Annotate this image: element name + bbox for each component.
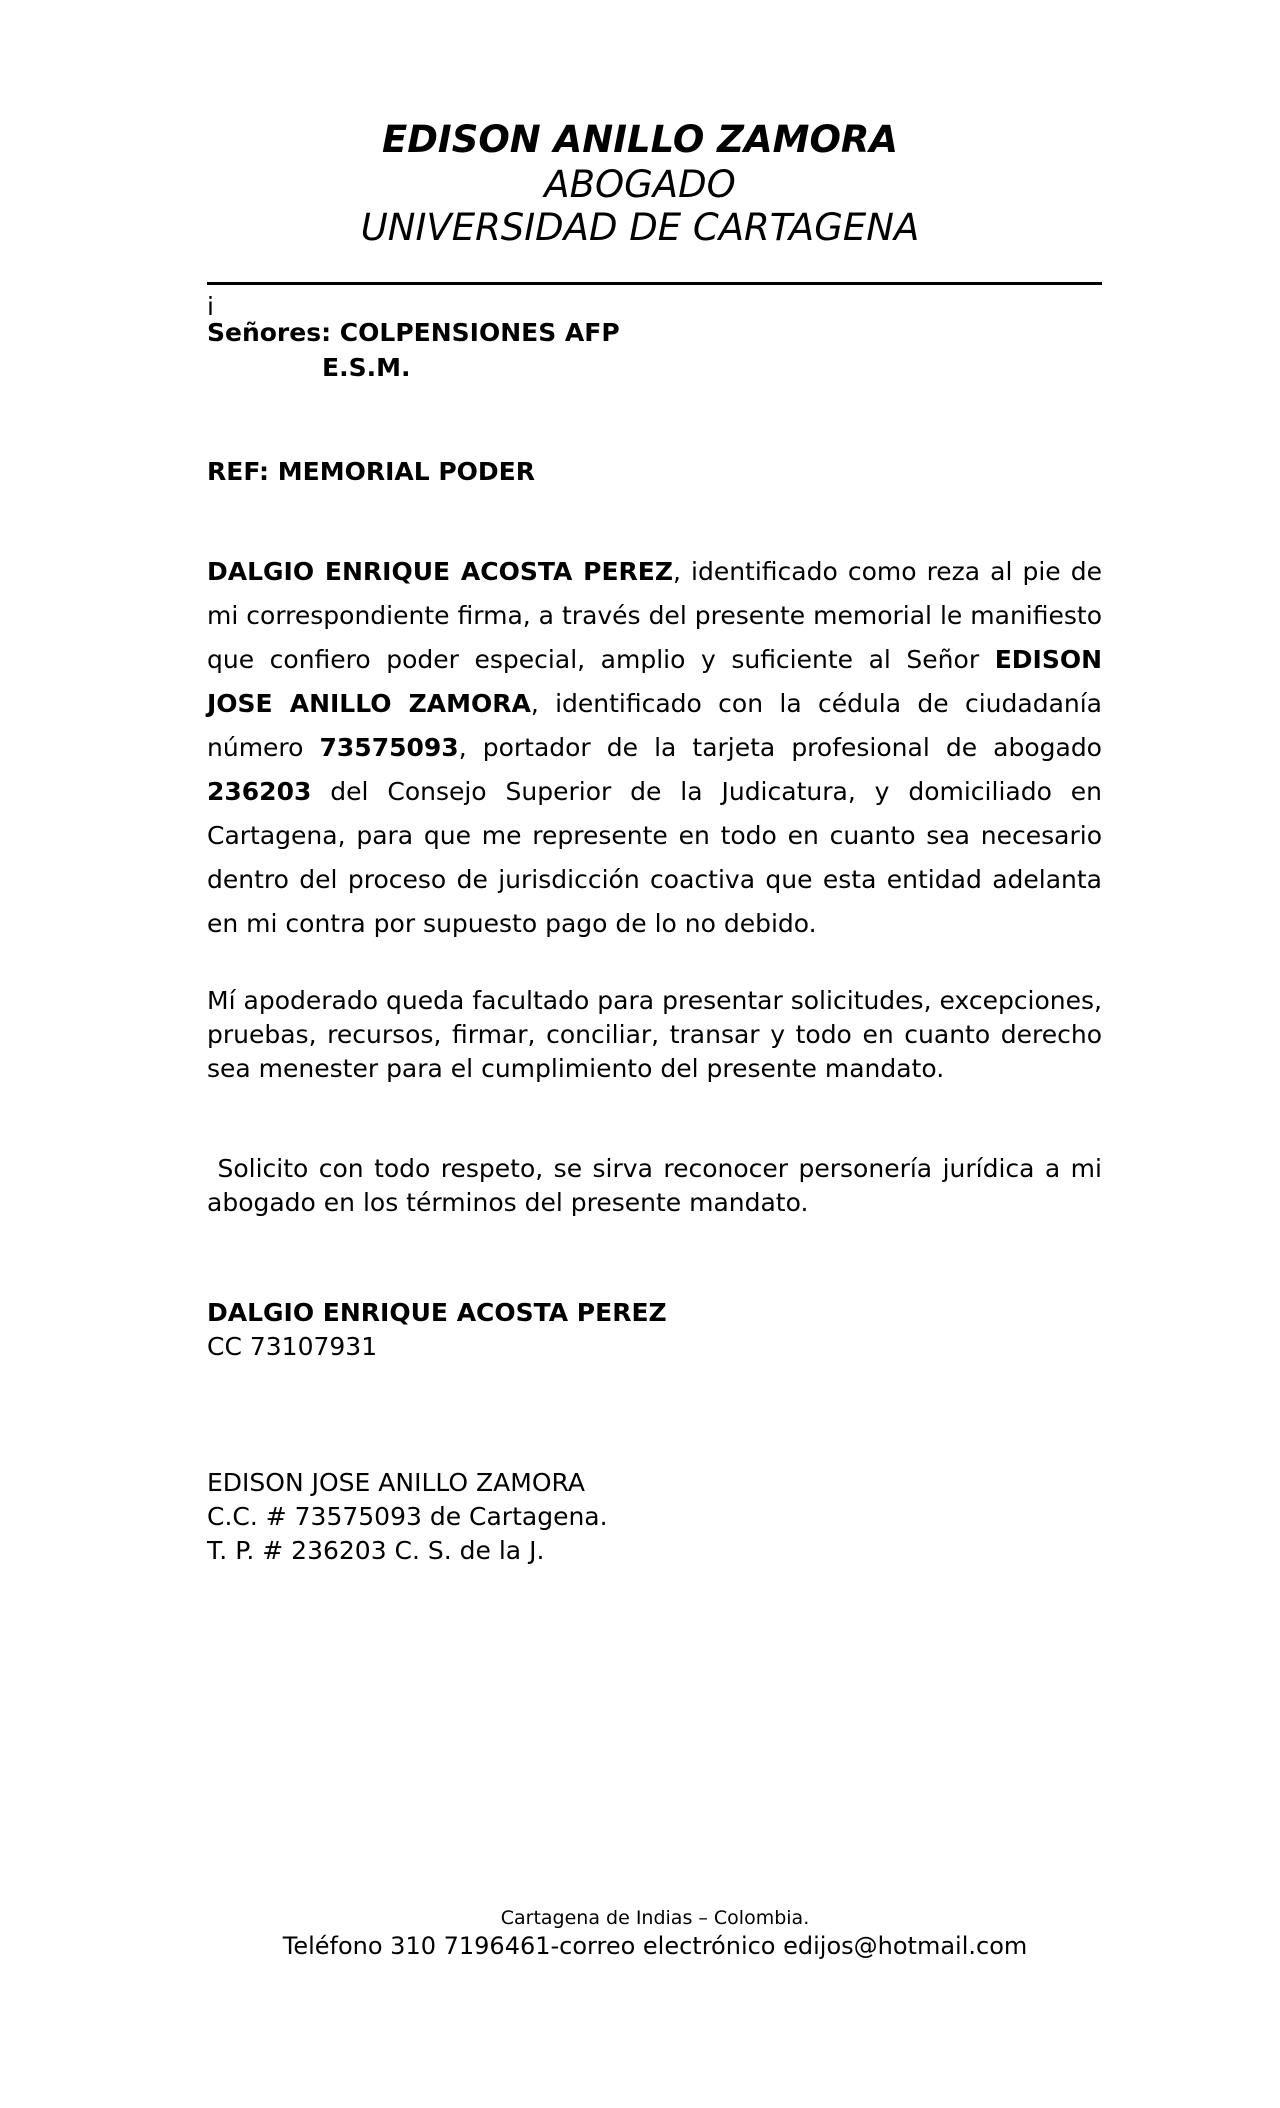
addressee-esm: E.S.M. bbox=[322, 353, 411, 382]
letterhead-title: ABOGADO bbox=[544, 163, 736, 206]
id-number: 73575093 bbox=[319, 733, 459, 762]
header-divider bbox=[207, 282, 1102, 285]
grantor-signature-cc: CC 73107931 bbox=[207, 1332, 378, 1361]
body-paragraph-1: DALGIO ENRIQUE ACOSTA PEREZ, identificado como reza al pie de mi correspondiente firma, a través del presente memorial le manifiesto que confiero poder especial, amplio y suficiente al Señor EDISON JOSE ANILLO ZAMORA, identificado con la cédula de ciudadanía número 73575093, portador de la tarjeta profesional de abogado 236203 del Consejo Superior de la Judicatura, y domiciliado en Cartagena, para que me represente en todo en cuanto sea necesario dentro del proceso de jurisdicción coactiva que esta entidad adelanta en mi contra por supuesto pago de lo no debido. bbox=[207, 557, 1102, 938]
reference-line: REF: MEMORIAL PODER bbox=[207, 457, 536, 486]
addressee-line: Señores: COLPENSIONES AFP bbox=[207, 318, 620, 347]
letterhead-university: UNIVERSIDAD DE CARTAGENA bbox=[360, 206, 920, 249]
footer-contact: Teléfono 310 7196461-correo electrónico edijos@hotmail.com bbox=[282, 1932, 1028, 1960]
attorney-name: EDISON JOSE ANILLO ZAMORA bbox=[207, 645, 1102, 718]
grantor-name: DALGIO ENRIQUE ACOSTA PEREZ bbox=[207, 557, 673, 586]
footer-city: Cartagena de Indias – Colombia. bbox=[500, 1907, 810, 1929]
letterhead-name: EDISON ANILLO ZAMORA bbox=[381, 118, 899, 161]
marker-text: i bbox=[207, 292, 214, 321]
grantor-signature-name: DALGIO ENRIQUE ACOSTA PEREZ bbox=[207, 1298, 667, 1327]
tp-number: 236203 bbox=[207, 777, 312, 806]
body-paragraph-3: Solicito con todo respeto, se sirva reconocer personería jurídica a mi abogado en los términos del presente mandato. bbox=[207, 1154, 1102, 1217]
attorney-signature-name: EDISON JOSE ANILLO ZAMORA bbox=[207, 1468, 585, 1497]
attorney-signature-tp: T. P. # 236203 C. S. de la J. bbox=[207, 1536, 545, 1565]
body-paragraph-2: Mí apoderado queda facultado para presentar solicitudes, excepciones, pruebas, recursos, firmar, conciliar, transar y todo en cuanto derecho sea menester para el cumplimiento del presente mandato. bbox=[207, 986, 1102, 1083]
attorney-signature-cc: C.C. # 73575093 de Cartagena. bbox=[207, 1502, 608, 1531]
